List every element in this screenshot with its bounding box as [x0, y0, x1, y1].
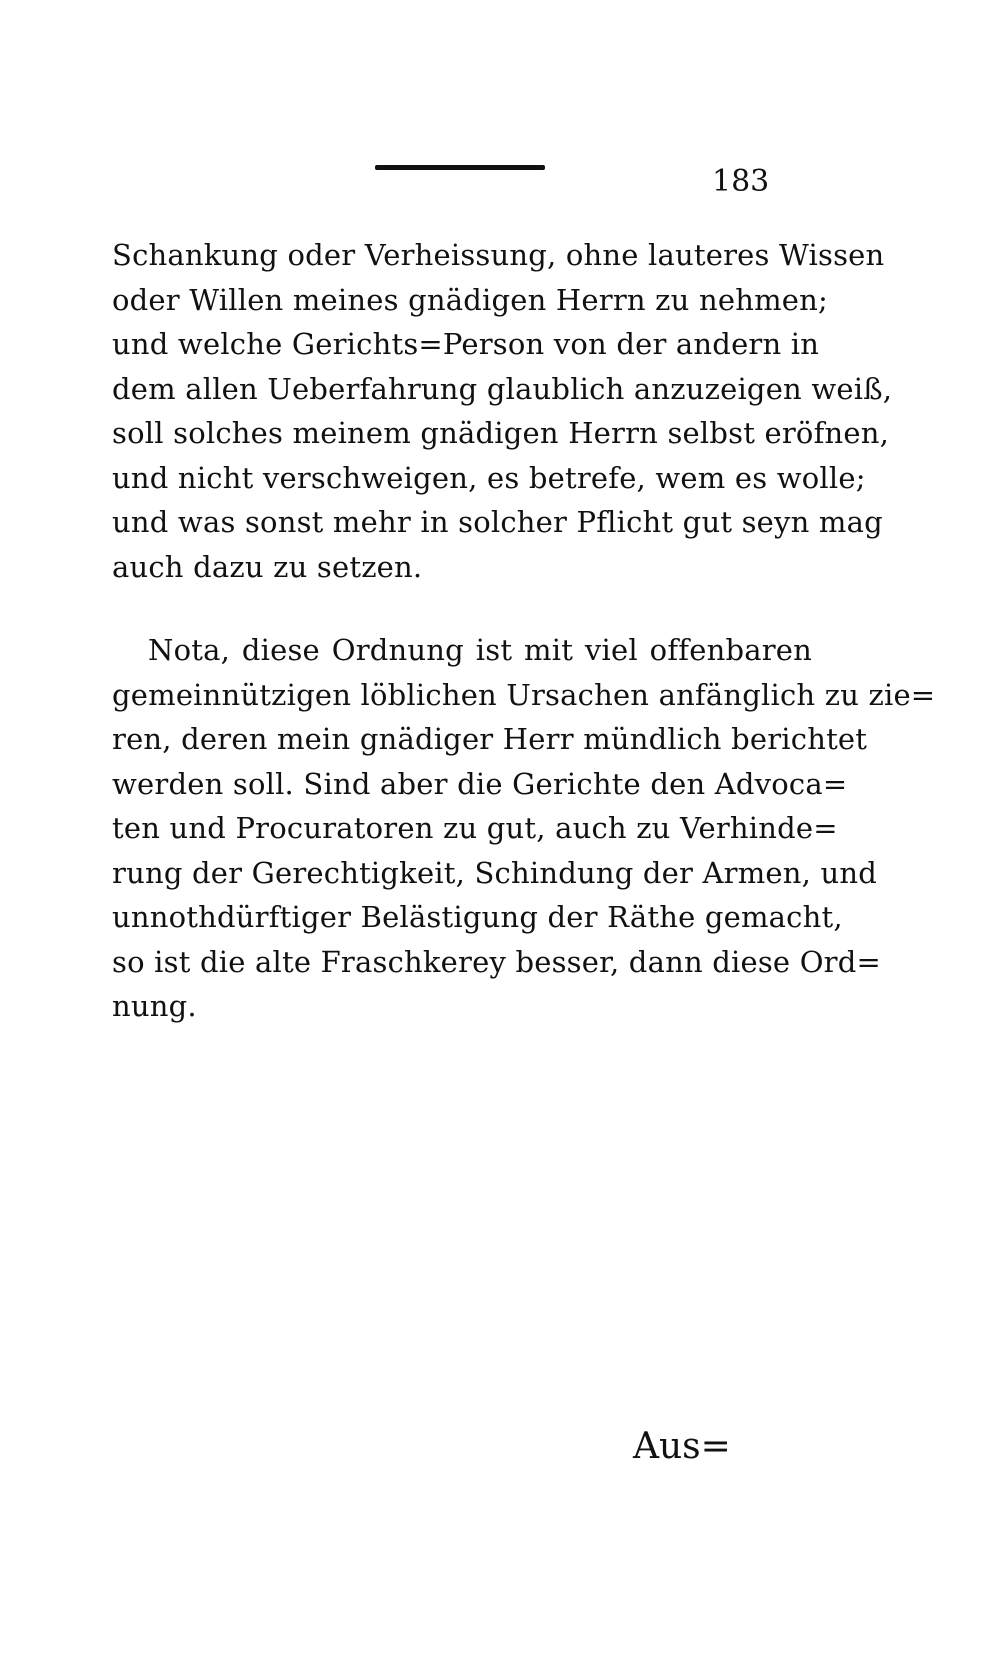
text-line: Nota, diese Ordnung ist mit viel offenbaren [148, 633, 812, 667]
text-line: ten und Procuratoren zu gut, auch zu Verhinde= [112, 811, 838, 845]
text-line: Schankung oder Verheissung, ohne lauteres Wissen [112, 238, 885, 272]
text-line: werden soll. Sind aber die Gerichte den Advoca= [112, 766, 848, 801]
text-line: und nicht verschweigen, es betrefe, wem es wolle; [112, 460, 866, 495]
text-line: gemeinnützigen löblichen Ursachen anfänglich zu zie= [112, 677, 936, 712]
text-line: oder Willen meines gnädigen Herrn zu nehmen; [112, 282, 828, 317]
paragraph-1 [112, 233, 893, 589]
text-line: auch dazu zu setzen. [112, 549, 423, 584]
text-line: so ist die alte Fraschkerey besser, dann diese Ord= [112, 944, 882, 979]
page-number: 183 [712, 164, 770, 199]
header-rule [375, 165, 545, 170]
text-line: nung. [112, 989, 197, 1023]
paragraph-2 [112, 628, 936, 1029]
text-line: rung der Gerechtigkeit, Schindung der Armen, und [112, 855, 878, 890]
text-line: und welche Gerichts=Person von der andern in [112, 327, 820, 361]
catchword: Aus= [633, 1426, 731, 1467]
text-line: soll solches meinem gnädigen Herrn selbst eröfnen, [112, 416, 890, 450]
text-line: unnothdürftiger Belästigung der Räthe gemacht, [112, 900, 843, 934]
text-line: dem allen Ueberfahrung glaublich anzuzeigen weiß, [112, 371, 893, 406]
text-line: ren, deren mein gnädiger Herr mündlich berichtet [112, 722, 868, 756]
text-line: und was sonst mehr in solcher Pflicht gut seyn mag [112, 505, 883, 539]
